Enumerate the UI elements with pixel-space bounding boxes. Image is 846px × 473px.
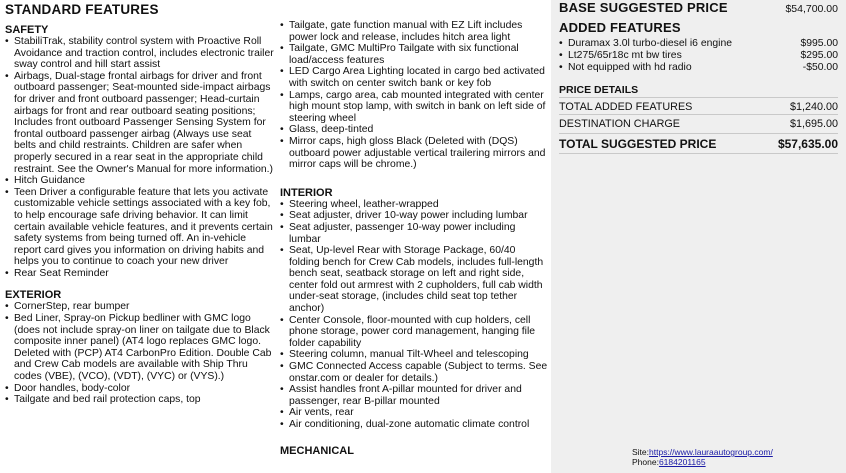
list-item: • CornerStep, rear bumper <box>5 301 275 313</box>
total-price-label: TOTAL SUGGESTED PRICE <box>559 137 717 151</box>
safety-title: SAFETY <box>5 24 49 36</box>
interior-title: INTERIOR <box>280 186 333 199</box>
pricing-panel <box>551 0 846 473</box>
exterior-list-part2 <box>280 20 548 171</box>
list-item: • Seat adjuster, passenger 10-way power including lumbar <box>280 222 548 245</box>
list-item: • Steering wheel, leather-wrapped <box>280 199 548 211</box>
exterior-list-part1 <box>5 301 275 405</box>
list-item: • Seat, Up-level Rear with Storage Package, 60/40 folding bench for Crew Cab models, includes full-length bench seat, seatback storage on left and right side, center fold out armrest with 2 cupholders, full cab width under-seat storage, (includes child seat top tether anchor) <box>280 245 548 315</box>
price-details-title: PRICE DETAILS <box>559 84 639 96</box>
standard-features-title: STANDARD FEATURES <box>5 2 159 17</box>
divider <box>559 97 838 98</box>
features-column-left <box>5 2 275 406</box>
list-item: • Hitch Guidance <box>5 175 275 187</box>
added-feature-label: • Not equipped with hd radio <box>559 62 692 74</box>
site-link[interactable]: https://www.lauraautogroup.com/ <box>649 447 773 457</box>
added-feature-price: -$50.00 <box>802 62 838 73</box>
added-feature-label: • Lt275/65r18c mt bw tires <box>559 50 682 62</box>
list-item: • Teen Driver a configurable feature that lets you activate customizable vehicle settings associated with a key fob, to help encourage safe driving behavior. It can limit certain available vehicle features, and it prevents certain safety systems from being turned off. An in-vehicle report card gives you information on driving habits and helps you to continue to coach your new driver <box>5 187 275 268</box>
site-line <box>632 447 773 457</box>
divider <box>559 133 838 134</box>
added-features-list <box>559 38 838 74</box>
list-item: • Bed Liner, Spray-on Pickup bedliner with GMC logo (does not include spray-on liner on tailgate due to Black composite inner panel) (AT4 logo replaces GMC logo. Deleted with (PCP) AT4 CarbonPro Edition. Double Cab and Crew Cab models are available with Ship Thru codes (VBE), (VCO), (VDT), (VYC) or (VYS).) <box>5 313 275 383</box>
list-item <box>559 62 838 74</box>
added-features-title: ADDED FEATURES <box>559 20 681 35</box>
added-feature-price: $295.00 <box>800 50 838 61</box>
destination-row <box>559 118 838 131</box>
site-label: Site: <box>632 447 650 457</box>
list-item: • Seat adjuster, driver 10-way power including lumbar <box>280 210 548 222</box>
list-item: • Air vents, rear <box>280 407 548 419</box>
total-price-value: $57,635.00 <box>777 137 838 151</box>
exterior-title: EXTERIOR <box>5 289 62 302</box>
list-item: • Door handles, body-color <box>5 383 275 395</box>
list-item: • LED Cargo Area Lighting located in cargo bed activated with switch on center switch bank or key fob <box>280 66 548 89</box>
total-added-row <box>559 101 838 114</box>
interior-list <box>280 199 548 431</box>
list-item: • Airbags, Dual-stage frontal airbags for driver and front outboard passenger; Seat-mounted side-impact airbags for driver and front outboard passenger; Head-curtain airbags for front and rear outboard seating positions; Includes front outboard Passenger Sensing System for frontal outboard passenger airbag (Always use seat belts and child restraints. Children are safer when properly secured in a rear seat in the appropriate child restraint. See the Owner's Manual for more information.) <box>5 71 275 175</box>
dealer-contact <box>632 447 773 467</box>
divider <box>559 153 838 154</box>
list-item: • Center Console, floor-mounted with cup holders, cell phone storage, power cord management, hanging file folder capability <box>280 315 548 350</box>
added-feature-label: • Duramax 3.0l turbo-diesel i6 engine <box>559 38 732 50</box>
destination-value: $1,695.00 <box>789 118 838 130</box>
base-price-label: BASE SUGGESTED PRICE <box>559 0 728 15</box>
list-item: • GMC Connected Access capable (Subject to terms. See onstar.com or dealer for details.) <box>280 361 548 384</box>
features-column-right <box>280 20 548 457</box>
list-item: • Tailgate, gate function manual with EZ Lift includes power lock and release, includes hitch area light <box>280 20 548 43</box>
divider <box>559 114 838 115</box>
safety-list <box>5 36 275 279</box>
list-item: • Tailgate and bed rail protection caps, top <box>5 394 275 406</box>
phone-link[interactable]: 6184201165 <box>658 457 706 467</box>
list-item <box>559 38 838 50</box>
list-item: • Steering column, manual Tilt-Wheel and telescoping <box>280 349 548 361</box>
destination-label: DESTINATION CHARGE <box>559 118 680 130</box>
mechanical-title: MECHANICAL <box>280 444 354 457</box>
list-item: • Rear Seat Reminder <box>5 268 275 280</box>
total-price-row <box>559 137 838 152</box>
list-item: • Tailgate, GMC MultiPro Tailgate with six functional load/access features <box>280 43 548 66</box>
list-item: • Mirror caps, high gloss Black (Deleted with (DQS) outboard power adjustable vertical trailering mirrors and mirror caps will be chrome.) <box>280 136 548 171</box>
phone-line <box>632 457 773 467</box>
list-item: • Air conditioning, dual-zone automatic climate control <box>280 419 548 431</box>
list-item: • Assist handles front A-pillar mounted for driver and passenger, rear B-pillar mounted <box>280 384 548 407</box>
phone-label: Phone: <box>632 457 659 467</box>
total-added-label: TOTAL ADDED FEATURES <box>559 101 693 113</box>
list-item <box>559 50 838 62</box>
base-price-value: $54,700.00 <box>785 3 838 15</box>
total-added-value: $1,240.00 <box>789 101 838 113</box>
list-item: • Lamps, cargo area, cab mounted integrated with center high mount stop lamp, with switch in bank on left side of steering wheel <box>280 90 548 125</box>
list-item: • Glass, deep-tinted <box>280 124 548 136</box>
base-price-row <box>559 0 838 16</box>
added-feature-price: $995.00 <box>800 38 838 49</box>
list-item: • StabiliTrak, stability control system with Proactive Roll Avoidance and traction control, includes electronic trailer sway control and hill start assist <box>5 36 275 71</box>
